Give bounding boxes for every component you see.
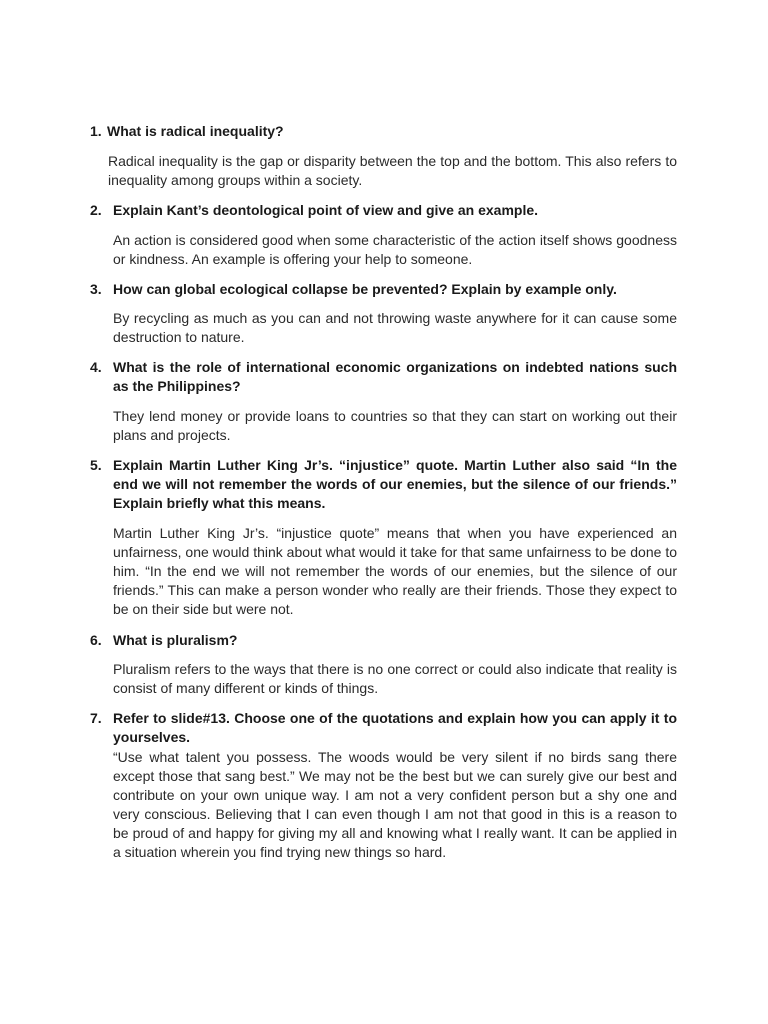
question-number: 2.	[90, 202, 102, 218]
question-number: 7.	[90, 710, 102, 726]
answer-text: An action is considered good when some characteristic of the action itself shows goodness or kindness. An example is offering your help to someone.	[113, 232, 677, 267]
answer-text: Pluralism refers to the ways that there is no one correct or could also indicate that reality is consist of many different or kinds of things.	[113, 661, 677, 696]
question-number: 1.	[90, 123, 102, 139]
question-text: Explain Kant’s deontological point of view and give an example.	[113, 202, 539, 218]
question-text: Explain Martin Luther King Jr’s. “injustice” quote. Martin Luther also said “In the end we will not remember the words of our enemies, but the silence of our friends.” Explain briefly what this means.	[113, 457, 677, 511]
answer-text: Martin Luther King Jr’s. “injustice quote” means that when you have experienced an unfairness, one would think about what would it take for that same unfairness to be done to him. “In the end we will not remember the words of our enemies, but the silence of our friends.” This can make a person wonder who really are their friends. Those they expect to be on their side but were not.	[113, 525, 677, 617]
answer-text: By recycling as much as you can and not throwing waste anywhere for it can cause some destruction to nature.	[113, 310, 677, 345]
question-text: What is radical inequality?	[107, 123, 284, 139]
question-text: Refer to slide#13. Choose one of the quotations and explain how you can apply it to yourselves.	[113, 710, 677, 745]
question-number: 4.	[90, 359, 102, 375]
answer-text: Radical inequality is the gap or disparity between the top and the bottom. This also refers to inequality among groups within a society.	[108, 153, 677, 188]
question-number: 3.	[90, 281, 102, 297]
question-text: How can global ecological collapse be prevented? Explain by example only.	[113, 281, 617, 297]
question-text: What is the role of international economic organizations on indebted nations such as the Philippines?	[113, 359, 677, 394]
question-number: 6.	[90, 632, 102, 648]
answer-text: They lend money or provide loans to countries so that they can start on working out their plans and projects.	[113, 408, 677, 443]
question-number: 5.	[90, 457, 102, 473]
question-text: What is pluralism?	[113, 632, 238, 648]
answer-text: “Use what talent you possess. The woods would be very silent if no birds sang there except those that sang best.” We may not be the best but we can surely give our best and contribute on your own unique way. I am not a very confident person but a shy one and very conscious. Believing that I can even though I am not that good in this is a reason to be proud of and happy for giving my all and knowing what I really want. It can be applied in a situation wherein you find trying new things so hard.	[113, 749, 677, 860]
